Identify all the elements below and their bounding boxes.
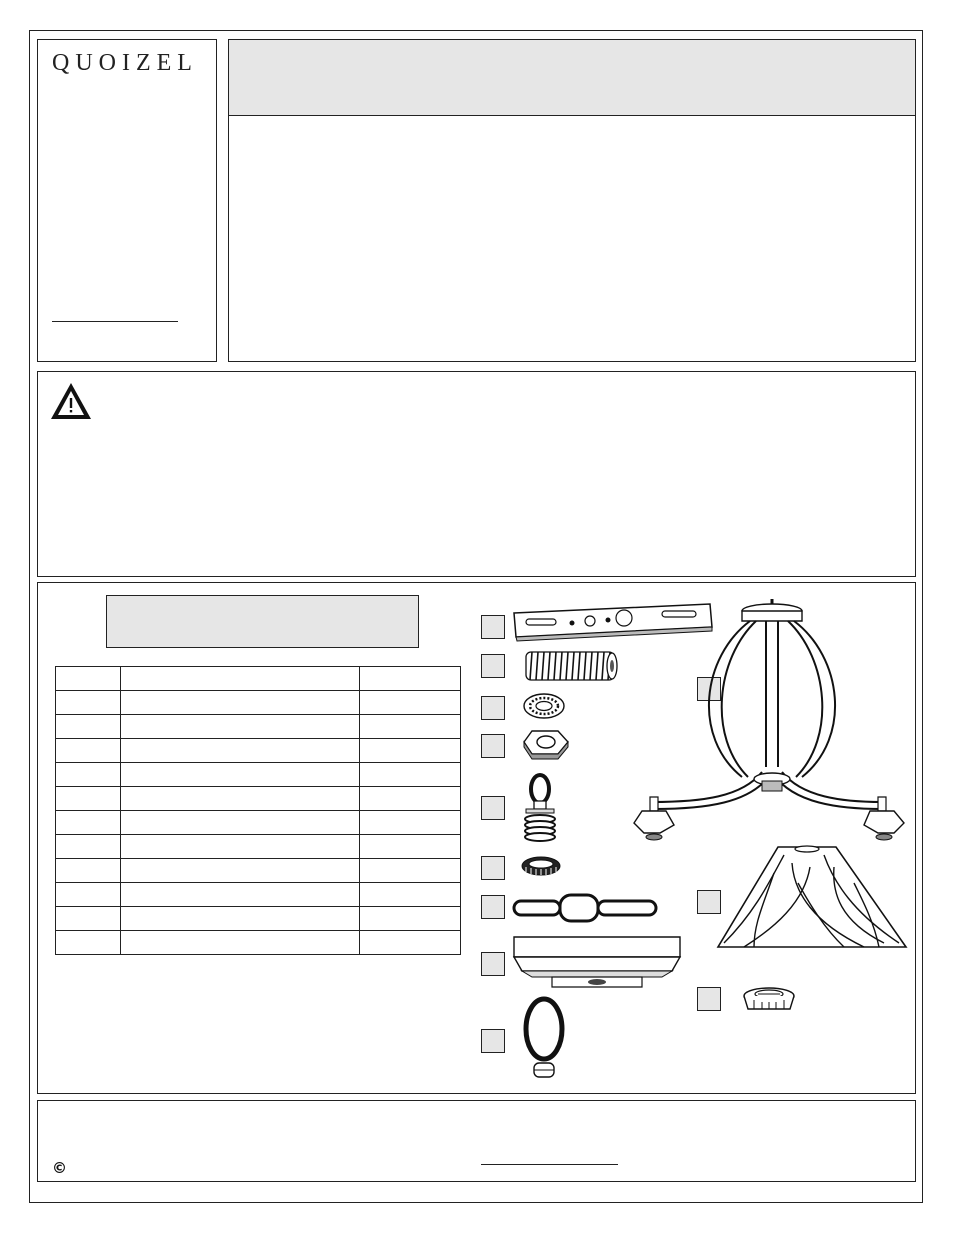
table-cell xyxy=(56,715,121,739)
title-panel xyxy=(228,39,916,362)
part-label-box xyxy=(481,952,505,976)
brand-panel xyxy=(37,39,217,362)
table-cell xyxy=(360,931,461,955)
table-row xyxy=(56,787,461,811)
table-cell xyxy=(56,859,121,883)
table-row xyxy=(56,715,461,739)
part-label-box xyxy=(481,654,505,678)
table-row xyxy=(56,739,461,763)
table-row xyxy=(56,859,461,883)
table-cell xyxy=(360,787,461,811)
table-cell xyxy=(120,667,359,691)
table-cell xyxy=(360,763,461,787)
table-cell xyxy=(120,811,359,835)
table-cell xyxy=(360,739,461,763)
loop-illustration xyxy=(522,997,566,1087)
table-cell xyxy=(360,667,461,691)
table-cell xyxy=(360,715,461,739)
chain-illustration xyxy=(512,891,662,925)
part-label-box xyxy=(481,796,505,820)
table-cell xyxy=(360,835,461,859)
hex-nut-illustration xyxy=(522,727,570,761)
fixture-body-illustration xyxy=(632,597,906,847)
threaded-nipple-illustration xyxy=(524,646,620,686)
table-row xyxy=(56,835,461,859)
table-row xyxy=(56,811,461,835)
table-row xyxy=(56,667,461,691)
warning-panel xyxy=(37,371,916,577)
table-cell xyxy=(56,835,121,859)
table-cell xyxy=(360,859,461,883)
footer-rule xyxy=(481,1164,618,1165)
table-cell xyxy=(360,883,461,907)
table-cell xyxy=(360,907,461,931)
table-row xyxy=(56,763,461,787)
table-row xyxy=(56,907,461,931)
table-cell xyxy=(120,763,359,787)
finial-ring-illustration xyxy=(742,985,796,1015)
table-cell xyxy=(56,667,121,691)
table-row xyxy=(56,691,461,715)
table-cell xyxy=(56,931,121,955)
part-label-box xyxy=(481,856,505,880)
part-label-box xyxy=(481,734,505,758)
table-cell xyxy=(120,883,359,907)
threaded-ring-illustration xyxy=(520,855,562,877)
table-cell xyxy=(56,883,121,907)
brand-logo: QUOIZEL xyxy=(52,50,198,76)
table-cell xyxy=(120,787,359,811)
table-cell xyxy=(56,787,121,811)
warning-triangle-icon xyxy=(49,381,93,421)
table-cell xyxy=(56,811,121,835)
copyright-icon: © xyxy=(52,1159,67,1177)
table-cell xyxy=(360,811,461,835)
table-row xyxy=(56,883,461,907)
parts-panel xyxy=(37,582,916,1094)
table-cell xyxy=(56,691,121,715)
title-band xyxy=(229,40,915,116)
table-cell xyxy=(120,931,359,955)
lock-washer-illustration xyxy=(522,691,566,721)
part-label-box xyxy=(697,987,721,1011)
part-label-box xyxy=(481,1029,505,1053)
table-cell xyxy=(120,859,359,883)
table-cell xyxy=(120,715,359,739)
footer-panel xyxy=(37,1100,916,1182)
table-cell xyxy=(56,763,121,787)
parts-list-title-band xyxy=(106,595,419,648)
brand-rule xyxy=(52,321,178,322)
canopy-illustration xyxy=(512,935,684,997)
table-cell xyxy=(120,739,359,763)
part-label-box xyxy=(481,895,505,919)
swivel-loop-illustration xyxy=(522,773,558,853)
table-cell xyxy=(56,739,121,763)
glass-shade-illustration xyxy=(714,843,910,961)
part-label-box xyxy=(481,696,505,720)
table-cell xyxy=(120,691,359,715)
table-row xyxy=(56,931,461,955)
table-cell xyxy=(360,691,461,715)
table-cell xyxy=(120,835,359,859)
part-label-box xyxy=(481,615,505,639)
table-cell xyxy=(56,907,121,931)
parts-table xyxy=(55,666,461,955)
table-cell xyxy=(120,907,359,931)
